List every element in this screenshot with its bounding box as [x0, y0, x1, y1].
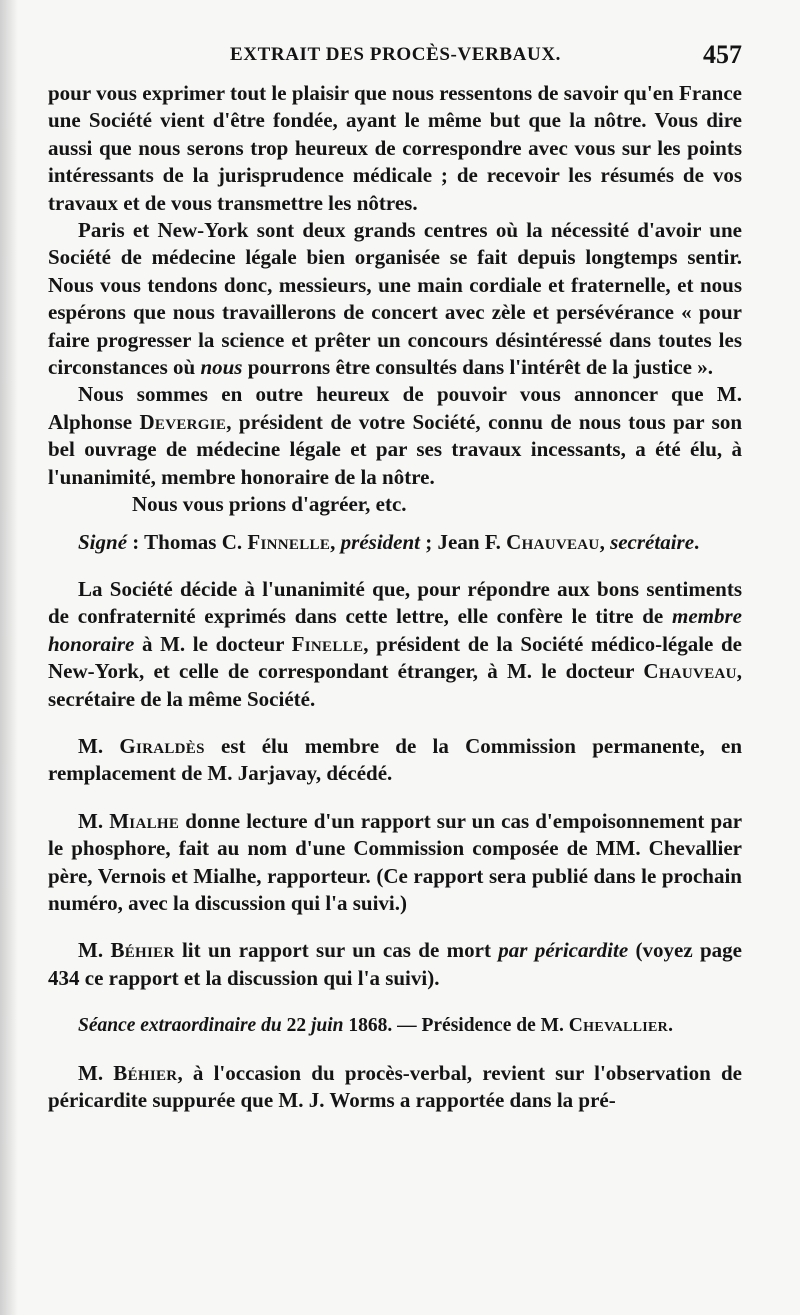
title-prefix: M. [78, 938, 104, 963]
paragraph-text: pour vous exprimer tout le plaisir que nous ressentons de savoir qu'en France une Société vient d'être fondée, ayant le même but que la nôtre. Vous dire aussi que nous serons trop heureux de correspondre avec vous sur les points intéressants de la jurisprudence médicale ; de recevoir les résumés de vos travaux et de vous transmettre les nôtres. [48, 81, 742, 215]
closing-text: Nous vous prions d'agréer, etc. [132, 492, 407, 517]
signature-text: : Thomas C. [127, 529, 248, 554]
paragraph-text: Nous sommes en outre heureux de pouvoir vous annoncer que M. Alphonse [48, 382, 742, 434]
title-prefix: M. [78, 1060, 104, 1085]
paragraph-behier-pericardite [48, 1060, 742, 1115]
paragraph-text: , secrétaire de la même Société. [48, 659, 743, 711]
paragraph-giraldes [48, 733, 742, 788]
running-title: EXTRAIT DES PROCÈS-VERBAUX. [230, 44, 561, 65]
paragraph-text: , président de la Société médico-légale de New-York, et celle de correspondant étranger, à M. le docteur [48, 631, 742, 684]
person-name-finelle: Finelle [291, 631, 364, 656]
paragraph-paris-new-york [48, 217, 742, 381]
paragraph-behier-report [48, 937, 742, 992]
italic-title: membre honoraire [48, 604, 742, 656]
signature-text: ; Jean F. [420, 529, 507, 554]
letter-signature: Signé : Thomas C. Finnelle, président ; Jean F. Chauveau, secrétaire. [78, 529, 700, 554]
signed-label: Signé [78, 529, 128, 554]
title-prefix: M. [78, 733, 104, 758]
paragraph-text: est élu membre de la Commission permanente, en remplacement de M. Jarjavay, décédé. [48, 733, 743, 786]
person-name-behier: Béhier [113, 1060, 178, 1085]
paragraph-text: pourrons être consultés dans l'intérêt de la justice ». [247, 355, 713, 380]
paragraph-text: donne lecture d'un rapport sur un cas d'empoisonnement par le phosphore, fait au nom d'une Commission composée de MM. Chevallier père, Vernois et Mialhe, rapporteur. (Ce rapport sera publié dans le prochain numéro, avec la discussion qui l'a suivi.) [48, 808, 743, 915]
seance-heading [48, 1012, 742, 1039]
role-secretaire: secrétaire [610, 529, 695, 554]
person-name-chauveau: Chauveau [506, 529, 600, 554]
paragraph-text: (voyez page 434 ce rapport et la discussion qui l'a suivi). [48, 938, 742, 990]
paragraph-text: à M. le docteur [141, 631, 285, 656]
person-name-chauveau: Chauveau [643, 659, 737, 684]
role-president: président [340, 529, 420, 554]
title-prefix: M. [78, 808, 104, 833]
paragraph-mialhe [48, 808, 742, 918]
letter-closing [48, 491, 742, 518]
paragraph-text: , à l'occasion du procès-verbal, revient sur l'observation de péricardite suppurée que M. J. Worms a rapportée dans la pré- [48, 1060, 742, 1112]
page-edge-shadow [0, 0, 18, 1315]
person-name-devergie: Devergie [139, 409, 227, 434]
seance-day: 22 [286, 1015, 307, 1037]
person-name-behier: Béhier [110, 938, 175, 963]
paragraph-text: , président de votre Société, connu de nous tous par son bel ouvrage de médecine légale et par ses travaux incessants, a été élu, à l'unanimité, membre honoraire de la nôtre. [48, 409, 742, 489]
running-head [48, 38, 742, 74]
seance-month: juin [310, 1015, 344, 1037]
person-name-chevallier: Chevallier [568, 1015, 669, 1037]
paragraph-announcement [48, 381, 742, 491]
page-body [48, 80, 742, 1114]
person-name-giraldes: Giraldès [119, 733, 205, 758]
paragraph-text: La Société décide à l'unanimité que, pour répondre aux bons sentiments de confraternité exprimés dans cette lettre, elle confère le titre de [48, 576, 742, 629]
seance-text: 1868. — Présidence de M. [348, 1015, 564, 1037]
page-number: 457 [703, 40, 742, 69]
paragraph-decision [48, 576, 742, 713]
seance-end: . [668, 1015, 673, 1037]
paragraph-letter-continued [48, 80, 742, 217]
paragraph-text: Paris et New-York sont deux grands centres où la nécessité d'avoir une Société de médecine légale bien organisée se fait depuis longtemps sentir. Nous vous tendons donc, messieurs, une main cordiale et fraternelle, et nous espérons que nous travaillerons de concert avec zèle et persévérance « pour faire progresser la science et prêter un concours désintéressé dans toutes les circonstances où [48, 218, 742, 380]
paragraph-text: lit un rapport sur un cas de mort [181, 938, 491, 963]
italic-phrase: par péricardite [498, 938, 629, 963]
person-name-finnelle: Finnelle [247, 529, 331, 554]
italic-word: nous [200, 355, 243, 380]
seance-italic: Séance extraordinaire du [78, 1015, 282, 1037]
person-name-mialhe: Mialhe [109, 808, 180, 833]
